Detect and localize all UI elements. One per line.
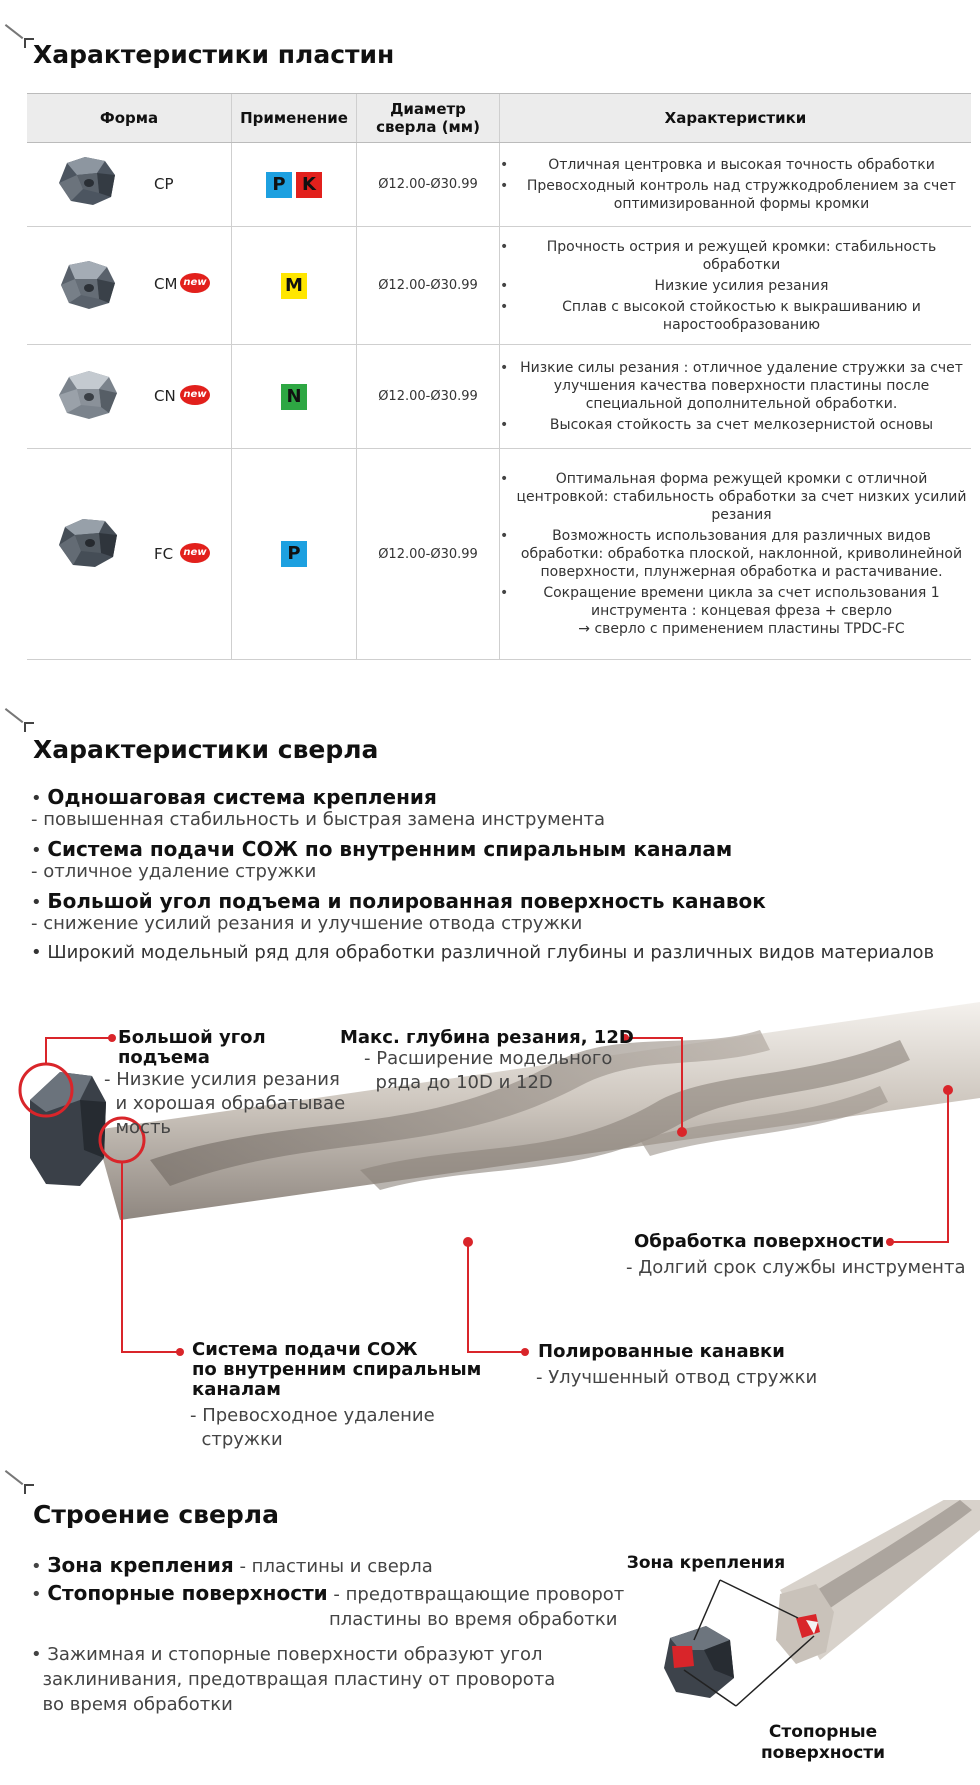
feature-item: • Возможность использования для различных видов обработки: обработка плоской, наклонной, криволинейной поверхности, плунжерная обработка и растачивание. <box>500 527 971 581</box>
insert-cm-image <box>53 257 125 313</box>
drill-feature-item: • Одношаговая система крепления <box>31 785 437 809</box>
diameter-cell: Ø12.00-Ø30.99 <box>357 345 500 449</box>
new-badge: new <box>180 543 210 563</box>
shape-cell <box>27 345 232 449</box>
drill-feature-item: • Широкий модельный ряд для обработки различной глубины и различных видов материалов <box>31 942 935 963</box>
callout-helix-title: Большой угол подъема <box>118 1027 266 1068</box>
section-corner-mark <box>4 22 32 48</box>
header-features: Характеристики <box>500 94 972 143</box>
application-badge-k: K <box>296 172 322 198</box>
section-corner-mark <box>4 1468 32 1494</box>
insert-fc-image <box>53 515 125 571</box>
drill-feature-item: • Система подачи СОЖ по внутренним спиральным каналам <box>31 837 733 861</box>
insert-table <box>27 93 971 660</box>
new-badge: new <box>180 273 210 293</box>
feature-item: • Сплав с высокой стойкостью к выкрашиванию и наростообразованию <box>500 298 971 334</box>
features-cell <box>500 227 972 345</box>
section-corner-mark <box>4 706 32 732</box>
feature-item: • Низкие силы резания : отличное удаление стружки за счет улучшения качества поверхности пластины после специальной дополнительной обработки. <box>500 359 971 413</box>
insert-cp-image <box>53 153 125 209</box>
arrow-stop-2 <box>736 1636 814 1706</box>
table-row <box>27 449 971 660</box>
new-badge: new <box>180 385 210 405</box>
drill-feature-item: • Большой угол подъема и полированная поверхность канавок <box>31 889 766 913</box>
diameter-cell: Ø12.00-Ø30.99 <box>357 227 500 345</box>
label-clamp-zone: Зона крепления <box>626 1553 786 1573</box>
drill-feature-list <box>31 786 951 964</box>
features-cell <box>500 449 972 660</box>
callout-polished-desc: - Улучшенный отвод стружки <box>536 1367 818 1388</box>
leader-surface <box>890 1090 948 1242</box>
callout-coolant-title: Система подачи СОЖ по внутренним спиральным каналам <box>192 1339 482 1400</box>
leader-helix <box>46 1038 112 1064</box>
table-row <box>27 227 971 345</box>
structure-section-title: Строение сверла <box>33 1500 279 1529</box>
insert-cn-image <box>53 367 125 423</box>
feature-note: → сверло с применением пластины TPDC-FC <box>578 621 905 637</box>
callout-depth-desc: - Расширение модельного ряда до 10D и 12D <box>364 1048 613 1093</box>
features-cell <box>500 143 972 227</box>
insert-section-title: Характеристики пластин <box>33 40 395 69</box>
leader-polished <box>468 1242 525 1352</box>
application-cell <box>232 143 357 227</box>
feature-item: • Превосходный контроль над стружкодроблением за счет оптимизированной формы кромки <box>500 177 971 213</box>
feature-item: • Высокая стойкость за счет мелкозернистой основы <box>500 416 971 434</box>
application-badge-p: P <box>266 172 292 198</box>
features-cell <box>500 345 972 449</box>
drill-feature-sub: - повышенная стабильность и быстрая замена инструмента <box>31 809 606 830</box>
header-shape: Форма <box>27 94 232 143</box>
header-diameter: Диаметр сверла (мм) <box>357 94 500 143</box>
application-cell <box>232 227 357 345</box>
header-application: Применение <box>232 94 357 143</box>
structure-list <box>31 1553 631 1719</box>
feature-item: • Отличная центровка и высокая точность обработки <box>500 156 971 174</box>
callout-helix-desc: - Низкие усилия резания и хорошая обрабатывае мость <box>104 1069 346 1138</box>
callout-depth-title: Макс. глубина резания, 12D <box>340 1027 634 1048</box>
shape-cell <box>27 143 232 227</box>
drill-feature-sub: - отличное удаление стружки <box>31 861 317 882</box>
feature-item: • Сокращение времени цикла за счет использования 1 инструмента : концевая фреза + сверло → сверло с применением пластины TPDC-FC <box>500 584 971 638</box>
feature-item: • Оптимальная форма режущей кромки с отличной центровкой: стабильность обработки за счет низких усилий резания <box>500 470 971 524</box>
drill-section-title: Характеристики сверла <box>33 735 379 764</box>
application-cell <box>232 449 357 660</box>
insert-code: CN <box>154 387 176 405</box>
insert-code: FC <box>154 545 174 563</box>
structure-item: • Зона крепления - пластины и сверла <box>31 1553 433 1577</box>
table-row <box>27 143 971 227</box>
insert-code: CP <box>154 175 174 193</box>
application-badge-n: N <box>281 384 307 410</box>
shape-cell <box>27 227 232 345</box>
feature-item: • Низкие усилия резания <box>500 277 971 295</box>
application-cell <box>232 345 357 449</box>
drill-feature-sub: - снижение усилий резания и улучшение отвода стружки <box>31 913 583 934</box>
feature-item: • Прочность острия и режущей кромки: стабильность обработки <box>500 238 971 274</box>
callout-polished-title: Полированные канавки <box>538 1341 785 1362</box>
insert-code: CM <box>154 275 178 293</box>
structure-item: • Зажимная и стопорные поверхности образуют угол заклинивания, предотвращая пластину от проворота во время обработки <box>31 1644 556 1715</box>
structure-item: • Стопорные поверхности - предотвращающие проворот пластины во время обработки <box>31 1581 625 1630</box>
shape-cell <box>27 449 232 660</box>
diameter-cell: Ø12.00-Ø30.99 <box>357 143 500 227</box>
application-badge-p: P <box>281 541 307 567</box>
table-row <box>27 345 971 449</box>
callout-surface-title: Обработка поверхности <box>634 1231 885 1252</box>
structure-diagram <box>620 1500 980 1750</box>
diameter-cell: Ø12.00-Ø30.99 <box>357 449 500 660</box>
application-badge-m: M <box>281 273 307 299</box>
callout-surface-desc: - Долгий срок службы инструмента <box>626 1257 966 1278</box>
callout-coolant-desc: - Превосходное удаление стружки <box>190 1405 435 1450</box>
label-stop-surfaces: Стопорные поверхности <box>760 1722 886 1763</box>
